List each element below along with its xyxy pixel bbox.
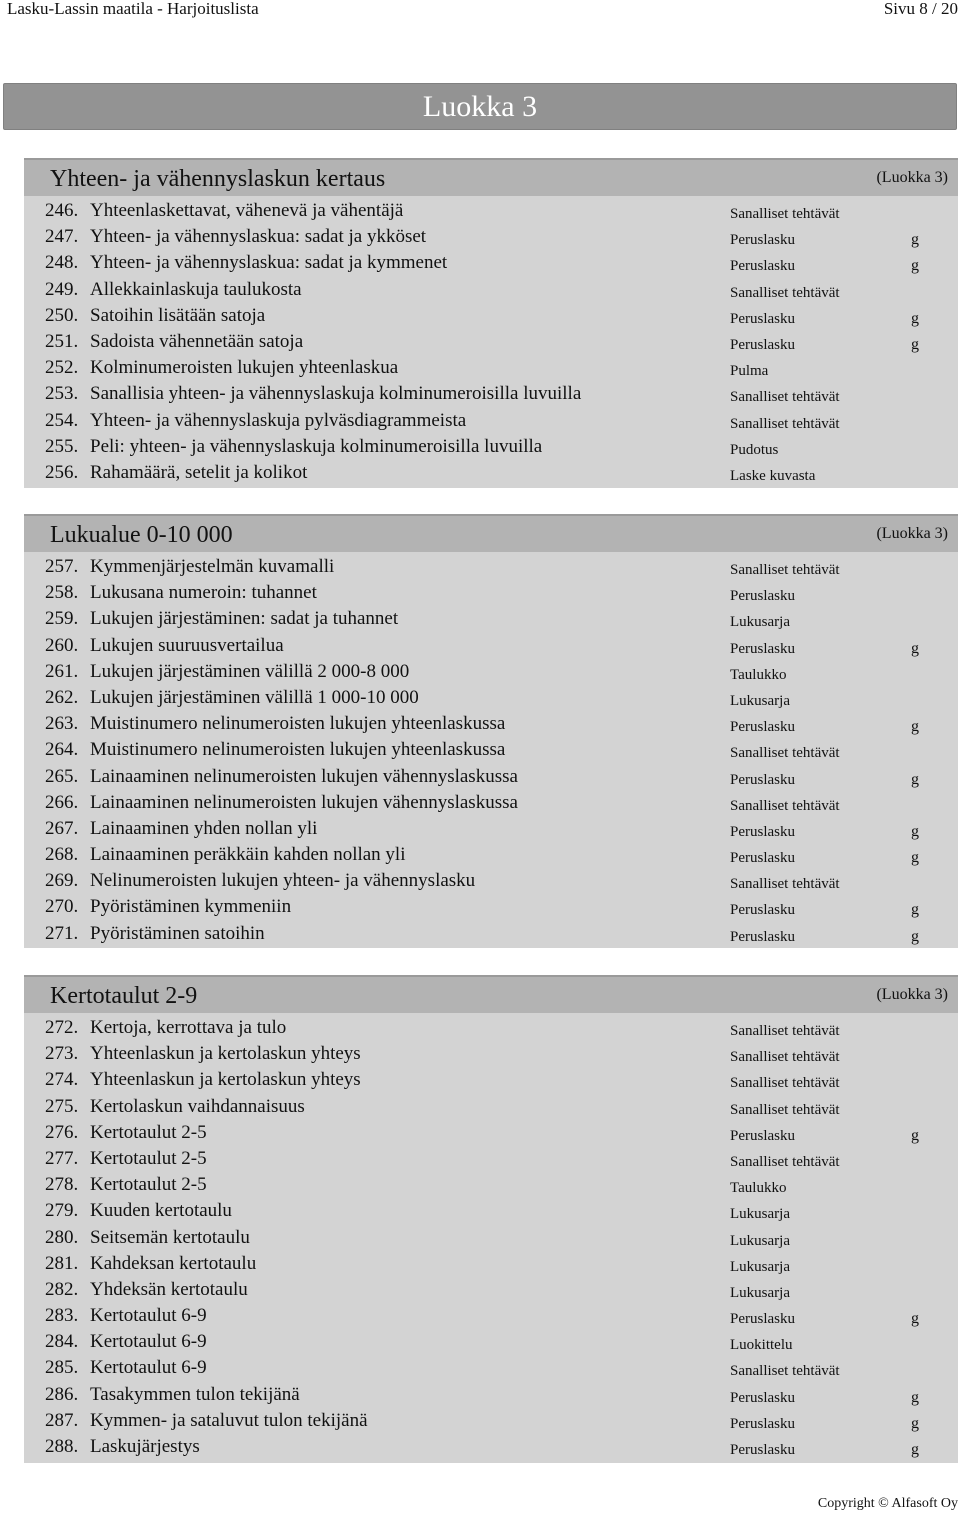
exercise-row[interactable] xyxy=(24,1303,958,1329)
exercise-number: 284. xyxy=(45,1331,79,1353)
exercise-row[interactable] xyxy=(24,1094,958,1120)
exercise-type: Taulukko xyxy=(730,1180,787,1197)
exercise-name: Lainaaminen peräkkäin kahden nollan yli xyxy=(90,844,406,866)
exercise-name: Kymmenjärjestelmän kuvamalli xyxy=(90,556,335,577)
section-grade-tag: (Luokka 3) xyxy=(876,169,948,186)
exercise-number: 273. xyxy=(45,1043,79,1065)
exercise-row[interactable] xyxy=(24,790,958,816)
exercise-row[interactable] xyxy=(24,381,958,407)
exercise-type: Peruslasku xyxy=(730,1127,795,1144)
exercise-type: Sanalliset tehtävät xyxy=(730,1153,840,1170)
game-mark: g xyxy=(911,849,919,867)
exercise-number: 251. xyxy=(45,330,79,352)
exercise-name: Yhteen- ja vähennyslaskuja pylväsdiagrammeista xyxy=(90,409,467,431)
exercise-name: Yhdeksän kertotaulu xyxy=(90,1278,248,1300)
exercise-row[interactable] xyxy=(24,303,958,329)
exercise-number: 276. xyxy=(45,1121,79,1143)
exercise-type: Lukusarja xyxy=(730,1284,790,1301)
exercise-type: Peruslasku xyxy=(730,1442,795,1458)
exercise-name: Nelinumeroisten lukujen yhteen- ja vähennyslasku xyxy=(90,870,476,892)
exercise-type: Sanalliset tehtävät xyxy=(730,1049,840,1066)
section-grade-tag: (Luokka 3) xyxy=(876,525,948,542)
section-grade-tag: (Luokka 3) xyxy=(876,986,948,1003)
exercise-name: Yhteen- ja vähennyslaskua: sadat ja kymmenet xyxy=(90,252,448,274)
exercise-name: Satoihin lisätään satoja xyxy=(90,304,266,326)
exercise-list xyxy=(24,552,958,947)
exercise-type: Sanalliset tehtävät xyxy=(730,284,840,301)
exercise-name: Kertoja, kerrottava ja tulo xyxy=(90,1017,287,1038)
game-mark: g xyxy=(911,1414,919,1432)
exercise-number: 249. xyxy=(45,278,79,300)
exercise-type: Lukusarja xyxy=(730,614,790,631)
exercise-type: Peruslasku xyxy=(730,336,795,353)
exercise-type: Peruslasku xyxy=(730,771,795,788)
exercise-type: Sanalliset tehtävät xyxy=(730,415,840,432)
exercise-row[interactable] xyxy=(24,1067,958,1093)
page-indicator: Sivu 8 / 20 xyxy=(883,0,958,18)
exercise-number: 268. xyxy=(45,844,79,866)
exercise-number: 286. xyxy=(45,1383,79,1405)
exercise-number: 281. xyxy=(45,1252,79,1274)
exercise-name: Lainaaminen nelinumeroisten lukujen vähennyslaskussa xyxy=(90,765,518,787)
section-header xyxy=(24,975,958,1013)
exercise-name: Kertotaulut 2-5 xyxy=(90,1147,207,1169)
exercise-row[interactable] xyxy=(24,764,958,790)
game-mark: g xyxy=(911,927,919,945)
exercise-type: Peruslasku xyxy=(730,588,795,605)
exercise-number: 256. xyxy=(45,461,79,483)
exercise-row[interactable] xyxy=(24,1172,958,1198)
exercise-row[interactable] xyxy=(24,1146,958,1172)
exercise-number: 267. xyxy=(45,817,79,839)
exercise-row[interactable] xyxy=(24,408,958,434)
exercise-row[interactable] xyxy=(24,1408,958,1434)
exercise-number: 274. xyxy=(45,1069,79,1091)
exercise-name: Lukujen järjestäminen: sadat ja tuhannet xyxy=(90,608,399,630)
game-mark: g xyxy=(911,1441,919,1458)
exercise-number: 250. xyxy=(45,304,79,326)
exercise-number: 275. xyxy=(45,1095,79,1117)
exercise-type: Peruslasku xyxy=(730,258,795,275)
game-mark: g xyxy=(911,257,919,275)
section-lukualue-0-10000 xyxy=(24,514,958,948)
exercise-type: Pulma xyxy=(730,363,769,380)
exercise-number: 270. xyxy=(45,896,79,918)
exercise-type: Peruslasku xyxy=(730,850,795,867)
exercise-type: Lukusarja xyxy=(730,1206,790,1223)
exercise-number: 255. xyxy=(45,435,79,457)
game-mark: g xyxy=(911,1126,919,1144)
exercise-name: Rahamäärä, setelit ja kolikot xyxy=(90,461,308,483)
section-kertotaulut-2-9 xyxy=(24,975,958,1463)
game-mark: g xyxy=(911,231,919,249)
exercise-row[interactable] xyxy=(24,224,958,250)
exercise-type: Lukusarja xyxy=(730,1232,790,1249)
exercise-row[interactable] xyxy=(24,1225,958,1251)
exercise-number: 247. xyxy=(45,226,79,248)
exercise-name: Sanallisia yhteen- ja vähennyslaskuja kolminumeroisilla luvuilla xyxy=(90,383,582,405)
exercise-row[interactable] xyxy=(24,277,958,303)
grade-banner: Luokka 3 xyxy=(3,83,957,130)
exercise-type: Peruslasku xyxy=(730,232,795,249)
exercise-type: Sanalliset tehtävät xyxy=(730,562,840,578)
exercise-number: 261. xyxy=(45,660,79,682)
exercise-number: 283. xyxy=(45,1305,79,1327)
game-mark: g xyxy=(911,822,919,840)
game-mark: g xyxy=(911,309,919,327)
exercise-number: 266. xyxy=(45,791,79,813)
exercise-name: Yhteenlaskettavat, vähenevä ja vähentäjä xyxy=(90,200,404,221)
exercise-row[interactable] xyxy=(24,1355,958,1381)
exercise-number: 262. xyxy=(45,686,79,708)
exercise-name: Lukujen järjestäminen välillä 2 000-8 000 xyxy=(90,660,410,682)
exercise-name: Kymmen- ja sataluvut tulon tekijänä xyxy=(90,1409,368,1431)
exercise-type: Sanalliset tehtävät xyxy=(730,389,840,406)
exercise-row[interactable] xyxy=(24,1329,958,1355)
exercise-name: Kertotaulut 2-5 xyxy=(90,1174,207,1196)
exercise-number: 280. xyxy=(45,1226,79,1248)
exercise-name: Pyöristäminen satoihin xyxy=(90,922,265,944)
exercise-name: Kolminumeroisten lukujen yhteenlaskua xyxy=(90,357,399,379)
exercise-row[interactable] xyxy=(24,460,958,486)
exercise-name: Kertotaulut 2-5 xyxy=(90,1121,207,1143)
game-mark: g xyxy=(911,1388,919,1406)
exercise-number: 269. xyxy=(45,870,79,892)
exercise-number: 259. xyxy=(45,608,79,630)
exercise-list xyxy=(24,1013,958,1460)
exercise-number: 285. xyxy=(45,1357,79,1379)
exercise-number: 277. xyxy=(45,1147,79,1169)
exercise-number: 287. xyxy=(45,1409,79,1431)
exercise-type: Peruslasku xyxy=(730,719,795,736)
exercise-row[interactable] xyxy=(24,633,958,659)
section-header xyxy=(24,158,958,196)
exercise-name: Kuuden kertotaulu xyxy=(90,1200,232,1222)
exercise-number: 257. xyxy=(45,556,79,577)
exercise-row[interactable] xyxy=(24,685,958,711)
game-mark: g xyxy=(911,639,919,657)
exercise-name: Laskujärjestys xyxy=(90,1436,200,1457)
exercise-type: Sanalliset tehtävät xyxy=(730,1075,840,1092)
exercise-type: Sanalliset tehtävät xyxy=(730,797,840,814)
exercise-type: Peruslasku xyxy=(730,823,795,840)
exercise-type: Sanalliset tehtävät xyxy=(730,1363,840,1380)
section-title: Yhteen- ja vähennyslaskun kertaus xyxy=(50,166,386,192)
exercise-row[interactable] xyxy=(24,1120,958,1146)
exercise-number: 264. xyxy=(45,739,79,761)
exercise-type: Sanalliset tehtävät xyxy=(730,876,840,893)
exercise-name: Lukujen suuruusvertailua xyxy=(90,634,284,656)
section-yhteen-ja-vahennyslaskun-kertaus xyxy=(24,158,958,488)
exercise-type: Peruslasku xyxy=(730,1415,795,1432)
exercise-row[interactable] xyxy=(24,1041,958,1067)
game-mark: g xyxy=(911,901,919,919)
exercise-type: Sanalliset tehtävät xyxy=(730,1101,840,1118)
exercise-row[interactable] xyxy=(24,659,958,685)
exercise-row[interactable] xyxy=(24,1277,958,1303)
exercise-name: Lukusana numeroin: tuhannet xyxy=(90,582,317,604)
exercise-type: Sanalliset tehtävät xyxy=(730,1023,840,1039)
exercise-name: Sadoista vähennetään satoja xyxy=(90,330,304,352)
section-header xyxy=(24,514,958,552)
exercise-number: 278. xyxy=(45,1174,79,1196)
exercise-row[interactable] xyxy=(24,580,958,606)
exercise-type: Peruslasku xyxy=(730,902,795,919)
exercise-row[interactable] xyxy=(24,868,958,894)
exercise-type: Taulukko xyxy=(730,666,787,683)
exercise-row[interactable] xyxy=(24,1434,958,1460)
exercise-row[interactable] xyxy=(24,842,958,868)
exercise-type: Peruslasku xyxy=(730,640,795,657)
exercise-type: Lukusarja xyxy=(730,692,790,709)
exercise-list xyxy=(24,196,958,486)
exercise-row[interactable] xyxy=(24,894,958,920)
game-mark: g xyxy=(911,770,919,788)
copyright-footer: Copyright © Alfasoft Oy xyxy=(817,1496,958,1511)
exercise-name: Muistinumero nelinumeroisten lukujen yhteenlaskussa xyxy=(90,713,506,735)
exercise-number: 288. xyxy=(45,1436,79,1457)
exercise-type: Peruslasku xyxy=(730,1389,795,1406)
exercise-name: Kertotaulut 6-9 xyxy=(90,1357,207,1379)
exercise-row[interactable] xyxy=(24,737,958,763)
exercise-row[interactable] xyxy=(24,355,958,381)
exercise-type: Sanalliset tehtävät xyxy=(730,206,840,222)
exercise-name: Muistinumero nelinumeroisten lukujen yhteenlaskussa xyxy=(90,739,506,761)
game-mark: g xyxy=(911,335,919,353)
exercise-number: 258. xyxy=(45,582,79,604)
exercise-name: Allekkainlaskuja taulukosta xyxy=(90,278,302,300)
exercise-name: Lainaaminen nelinumeroisten lukujen vähennyslaskussa xyxy=(90,791,518,813)
exercise-type: Peruslasku xyxy=(730,928,795,945)
game-mark: g xyxy=(911,1310,919,1328)
exercise-name: Kahdeksan kertotaulu xyxy=(90,1252,257,1274)
exercise-row[interactable] xyxy=(24,1015,958,1041)
exercise-name: Seitsemän kertotaulu xyxy=(90,1226,250,1248)
exercise-name: Kertotaulut 6-9 xyxy=(90,1331,207,1353)
exercise-row[interactable] xyxy=(24,1251,958,1277)
exercise-number: 260. xyxy=(45,634,79,656)
exercise-row[interactable] xyxy=(24,554,958,580)
exercise-type: Peruslasku xyxy=(730,1311,795,1328)
exercise-row[interactable] xyxy=(24,921,958,947)
exercise-row[interactable] xyxy=(24,606,958,632)
exercise-row[interactable] xyxy=(24,1382,958,1408)
exercise-name: Kertotaulut 6-9 xyxy=(90,1305,207,1327)
exercise-number: 272. xyxy=(45,1017,79,1038)
section-title: Kertotaulut 2-9 xyxy=(50,983,198,1009)
exercise-row[interactable] xyxy=(24,816,958,842)
exercise-name: Lukujen järjestäminen välillä 1 000-10 000 xyxy=(90,686,419,708)
page-header xyxy=(7,0,958,26)
exercise-type: Laske kuvasta xyxy=(730,467,816,484)
exercise-number: 248. xyxy=(45,252,79,274)
section-title: Lukualue 0-10 000 xyxy=(50,522,233,548)
exercise-number: 246. xyxy=(45,200,79,221)
exercise-name: Yhteen- ja vähennyslaskua: sadat ja ykköset xyxy=(90,226,427,248)
exercise-row[interactable] xyxy=(24,434,958,460)
document-title: Lasku-Lassin maatila - Harjoituslista xyxy=(7,0,259,18)
exercise-name: Yhteenlaskun ja kertolaskun yhteys xyxy=(90,1043,361,1065)
exercise-type: Peruslasku xyxy=(730,310,795,327)
exercise-number: 279. xyxy=(45,1200,79,1222)
exercise-number: 263. xyxy=(45,713,79,735)
exercise-name: Tasakymmen tulon tekijänä xyxy=(90,1383,300,1405)
exercise-row[interactable] xyxy=(24,198,958,224)
exercise-type: Luokittelu xyxy=(730,1337,793,1354)
exercise-row[interactable] xyxy=(24,250,958,276)
exercise-number: 254. xyxy=(45,409,79,431)
exercise-row[interactable] xyxy=(24,1198,958,1224)
exercise-number: 282. xyxy=(45,1278,79,1300)
exercise-type: Pudotus xyxy=(730,441,779,458)
exercise-name: Peli: yhteen- ja vähennyslaskuja kolminumeroisilla luvuilla xyxy=(90,435,543,457)
exercise-row[interactable] xyxy=(24,329,958,355)
exercise-type: Lukusarja xyxy=(730,1258,790,1275)
game-mark: g xyxy=(911,718,919,736)
exercise-number: 271. xyxy=(45,922,79,944)
exercise-name: Yhteenlaskun ja kertolaskun yhteys xyxy=(90,1069,361,1091)
exercise-name: Lainaaminen yhden nollan yli xyxy=(90,817,318,839)
exercise-name: Pyöristäminen kymmeniin xyxy=(90,896,292,918)
exercise-number: 253. xyxy=(45,383,79,405)
exercise-number: 265. xyxy=(45,765,79,787)
exercise-row[interactable] xyxy=(24,711,958,737)
exercise-type: Sanalliset tehtävät xyxy=(730,745,840,762)
exercise-name: Kertolaskun vaihdannaisuus xyxy=(90,1095,305,1117)
exercise-number: 252. xyxy=(45,357,79,379)
